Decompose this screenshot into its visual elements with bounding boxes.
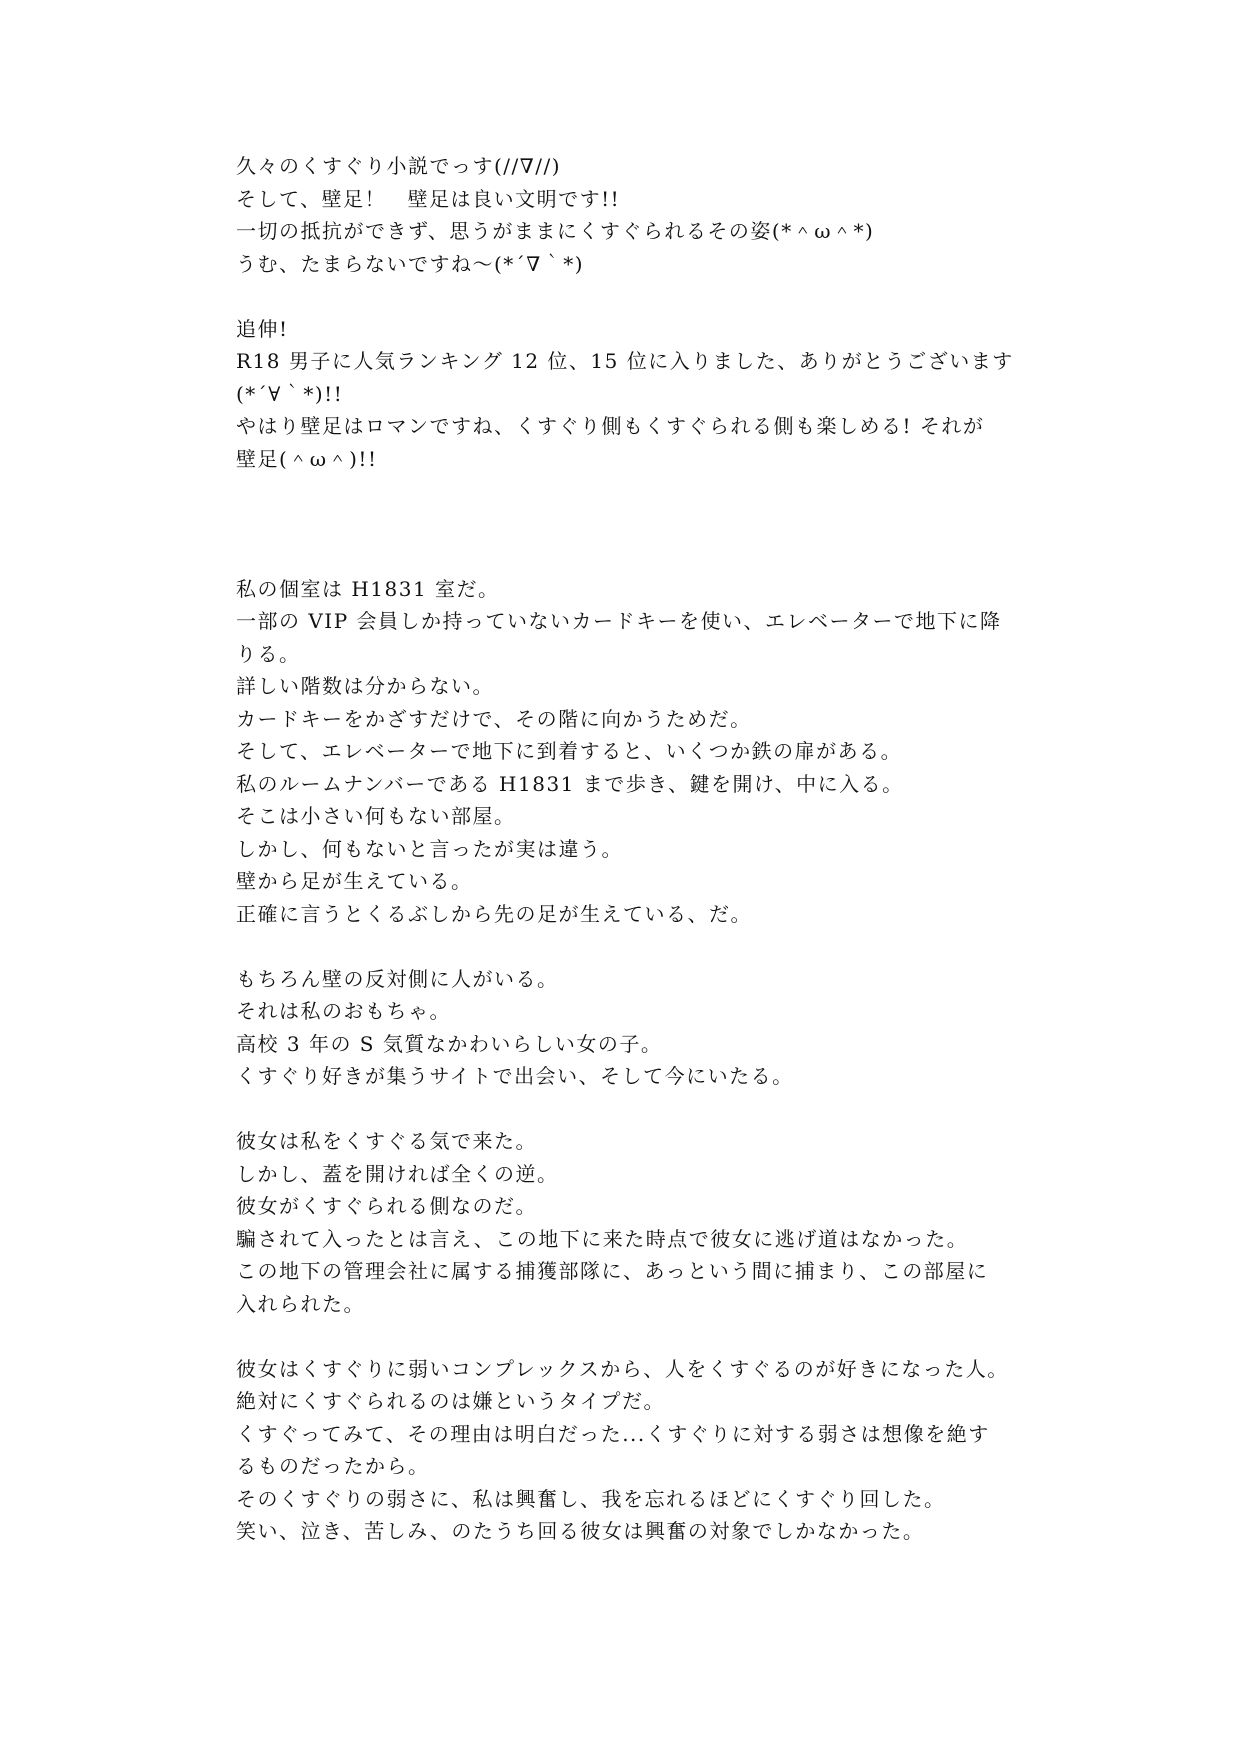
story-paragraph-1 — [236, 573, 1016, 931]
story-line: るものだったから。 — [236, 1454, 430, 1478]
story-line: 騙されて入ったとは言え、この地下に来た時点で彼女に逃げ道はなかった。 — [236, 1226, 969, 1251]
intro-block — [236, 150, 1016, 280]
postscript-line: (*´∀｀*)!! — [236, 381, 344, 406]
story-paragraph-2 — [236, 963, 1016, 1093]
story-line: しかし、蓋を開ければ全くの逆。 — [236, 1161, 559, 1186]
story-line: 高校 3 年の S 気質なかわいらしい女の子。 — [236, 1031, 663, 1056]
story-paragraph-4 — [236, 1353, 1016, 1548]
story-line: 壁から足が生えている。 — [236, 869, 473, 893]
story-line: この地下の管理会社に属する捕獲部隊に、あっという間に捕まり、この部屋に — [236, 1259, 989, 1283]
story-line: くすぐり好きが集うサイトで出会い、そして今にいたる。 — [236, 1064, 794, 1088]
intro-line: 一切の抵抗ができず、思うがままにくすぐられるその姿(*＾ω＾*) — [236, 219, 875, 243]
intro-line: うむ、たまらないですね～(*´∇｀*) — [236, 251, 585, 276]
story-line: 彼女がくすぐられる側なのだ。 — [236, 1194, 537, 1218]
body-text — [236, 150, 1016, 1548]
story-line: そこは小さい何もない部屋。 — [236, 804, 516, 828]
story-line: 一部の VIP 会員しか持っていないカードキーを使い、エレベーターで地下に降 — [236, 609, 1002, 633]
story-line: 笑い、泣き、苦しみ、のたうち回る彼女は興奮の対象でしかなかった。 — [236, 1519, 925, 1543]
story-line: 彼女は私をくすぐる気で来た。 — [236, 1129, 537, 1153]
story-line: 彼女はくすぐりに弱いコンプレックスから、人をくすぐるのが好きになった人。 — [236, 1356, 1009, 1381]
postscript-line: R18 男子に人気ランキング 12 位、15 位に入りました、ありがとうございます — [236, 349, 1014, 373]
postscript-block — [236, 313, 1016, 476]
postscript-heading: 追伸! — [236, 316, 289, 341]
story-line: くすぐってみて、その理由は明白だった...くすぐりに対する弱さは想像を絶す — [236, 1421, 990, 1446]
story-line: 入れられた。 — [236, 1291, 365, 1316]
story-line: 私のルームナンバーである H1831 まで歩き、鍵を開け、中に入る。 — [236, 771, 904, 796]
story-line: しかし、何もないと言ったが実は違う。 — [236, 836, 623, 861]
story-line: 絶対にくすぐられるのは嫌というタイプだ。 — [236, 1389, 665, 1413]
story-line: 詳しい階数は分からない。 — [236, 674, 494, 698]
story-line: そして、エレベーターで地下に到着すると、いくつか鉄の扉がある。 — [236, 739, 903, 763]
story-line: もちろん壁の反対側に人がいる。 — [236, 966, 559, 991]
postscript-line: やはり壁足はロマンですね、くすぐり側もくすぐられる側も楽しめる! それが — [236, 414, 985, 438]
story-line: 私の個室は H1831 室だ。 — [236, 576, 500, 601]
story-line: それは私のおもちゃ。 — [236, 999, 451, 1023]
story-line: 正確に言うとくるぶしから先の足が生えている、だ。 — [236, 901, 752, 926]
story-line: カードキーをかざすだけで、その階に向かうためだ。 — [236, 706, 752, 731]
intro-line: 久々のくすぐり小説でっす(//∇//) — [236, 154, 562, 178]
postscript-line: 壁足(＾ω＾)!! — [236, 446, 378, 471]
intro-line: そして、壁足！ 壁足は良い文明です!! — [236, 186, 621, 211]
story-paragraph-3 — [236, 1125, 1016, 1320]
story-line: そのくすぐりの弱さに、私は興奮し、我を忘れるほどにくすぐり回した。 — [236, 1486, 946, 1511]
story-line: りる。 — [236, 641, 301, 666]
